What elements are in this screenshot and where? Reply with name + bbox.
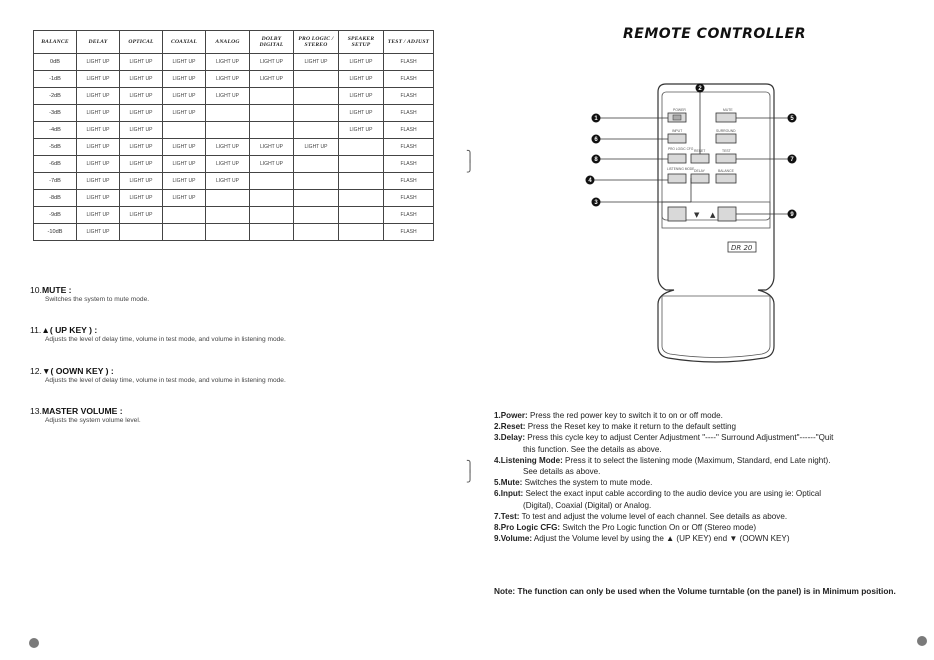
- function-text: Press this cycle key to adjust Center Adjustment "----" Surround Adjustment"------"Quit: [527, 433, 834, 443]
- table-cell: LIGHT UP: [77, 88, 120, 105]
- svg-text:3: 3: [594, 200, 598, 206]
- table-cell: FLASH: [384, 105, 434, 122]
- item-number: 12.: [30, 366, 42, 376]
- table-cell: LIGHT UP: [163, 139, 206, 156]
- table-row: [34, 54, 434, 71]
- table-cell: LIGHT UP: [339, 88, 384, 105]
- table-cell: LIGHT UP: [339, 122, 384, 139]
- table-row: [34, 224, 434, 241]
- table-cell: FLASH: [384, 224, 434, 241]
- table-header-cell: TEST / ADJUST: [384, 31, 434, 54]
- right-page-number: [917, 636, 927, 646]
- balance-button[interactable]: [716, 169, 736, 183]
- svg-text:4: 4: [588, 178, 592, 184]
- volume-note: Note: The function can only be used when the Volume turntable (on the panel) is in Minimum position.: [494, 586, 896, 596]
- table-cell: [339, 190, 384, 207]
- table-body: [34, 54, 434, 241]
- table-row: [34, 105, 434, 122]
- binding-mark: ⎫ ⎭: [466, 460, 475, 483]
- function-text: Switches the system to mute mode.: [524, 478, 653, 488]
- callout-1: [592, 114, 601, 123]
- table-cell: FLASH: [384, 207, 434, 224]
- table-cell: LIGHT UP: [163, 71, 206, 88]
- balance-level-cell: -2dB: [34, 88, 77, 105]
- function-label: 8.Pro Logic CFG:: [494, 523, 561, 533]
- callout-4: [586, 176, 595, 185]
- table-cell: [339, 207, 384, 224]
- balance-level-cell: -10dB: [34, 224, 77, 241]
- table-cell: [294, 156, 339, 173]
- table-header-cell: SPEAKER SETUP: [339, 31, 384, 54]
- svg-text:7: 7: [790, 157, 794, 163]
- table-cell: LIGHT UP: [206, 71, 250, 88]
- model-label: [728, 242, 756, 252]
- table-cell: LIGHT UP: [339, 54, 384, 71]
- function-text: Adjust the Volume level by using the ▲ (UP KEY) end ▼ (OOWN KEY): [533, 534, 790, 544]
- up-key-definition: [30, 325, 450, 343]
- svg-text:6: 6: [594, 137, 598, 143]
- table-row: [34, 190, 434, 207]
- table-cell: LIGHT UP: [250, 139, 294, 156]
- svg-text:POWER: POWER: [673, 108, 686, 112]
- function-label: 3.Delay:: [494, 433, 526, 443]
- table-cell: LIGHT UP: [120, 54, 163, 71]
- table-cell: [250, 122, 294, 139]
- table-cell: LIGHT UP: [120, 156, 163, 173]
- svg-text:2: 2: [698, 86, 702, 92]
- table-cell: [294, 190, 339, 207]
- table-cell: LIGHT UP: [77, 190, 120, 207]
- balance-level-cell: -8dB: [34, 190, 77, 207]
- item-description: Switches the system to mute mode.: [45, 296, 150, 303]
- table-cell: LIGHT UP: [163, 105, 206, 122]
- remote-body: [658, 84, 774, 362]
- mute-definition: [30, 285, 450, 303]
- table-cell: LIGHT UP: [120, 122, 163, 139]
- function-label: 6.Input:: [494, 489, 524, 499]
- table-cell: LIGHT UP: [120, 190, 163, 207]
- remote-function-list: [494, 410, 924, 544]
- table-cell: LIGHT UP: [120, 71, 163, 88]
- master-volume-definition: [30, 406, 450, 424]
- table-cell: LIGHT UP: [250, 54, 294, 71]
- callout-9: [788, 210, 797, 219]
- item-number: 10.: [30, 285, 42, 295]
- function-item: [494, 522, 924, 533]
- function-item: [494, 477, 924, 488]
- svg-text:5: 5: [790, 116, 794, 122]
- balance-level-cell: -5dB: [34, 139, 77, 156]
- table-cell: LIGHT UP: [120, 207, 163, 224]
- table-cell: [250, 190, 294, 207]
- table-cell: [250, 173, 294, 190]
- table-cell: FLASH: [384, 71, 434, 88]
- table-cell: [339, 139, 384, 156]
- table-cell: LIGHT UP: [77, 54, 120, 71]
- svg-text:9: 9: [790, 212, 794, 218]
- item-title: MASTER VOLUME :: [41, 406, 123, 416]
- table-cell: FLASH: [384, 156, 434, 173]
- table-header-cell: ANALOG: [206, 31, 250, 54]
- balance-level-cell: -4dB: [34, 122, 77, 139]
- table-cell: FLASH: [384, 88, 434, 105]
- table-cell: LIGHT UP: [206, 88, 250, 105]
- function-label: 9.Volume:: [494, 534, 533, 544]
- balance-level-cell: -7dB: [34, 173, 77, 190]
- table-cell: LIGHT UP: [339, 105, 384, 122]
- table-cell: [206, 190, 250, 207]
- balance-level-cell: -6dB: [34, 156, 77, 173]
- table-cell: [206, 224, 250, 241]
- table-row: [34, 88, 434, 105]
- svg-text:PRO LOGIC CFG: PRO LOGIC CFG: [668, 147, 694, 151]
- table-header-cell: PRO LOGIC / STEREO: [294, 31, 339, 54]
- table-cell: [339, 173, 384, 190]
- table-cell: [163, 122, 206, 139]
- table-cell: [250, 224, 294, 241]
- table-row: [34, 156, 434, 173]
- table-cell: [294, 122, 339, 139]
- table-cell: LIGHT UP: [77, 122, 120, 139]
- callout-3: [592, 198, 601, 207]
- callout-2: [696, 84, 705, 93]
- table-cell: LIGHT UP: [77, 173, 120, 190]
- table-cell: FLASH: [384, 54, 434, 71]
- item-number: 13.: [30, 406, 42, 416]
- table-cell: LIGHT UP: [339, 71, 384, 88]
- function-item: [494, 455, 924, 477]
- table-cell: LIGHT UP: [206, 139, 250, 156]
- svg-text:RESET: RESET: [694, 149, 706, 153]
- item-description: Adjusts the system volume level.: [45, 417, 141, 424]
- table-header-cell: COAXIAL: [163, 31, 206, 54]
- function-label: 5.Mute:: [494, 478, 523, 488]
- function-text: Press the red power key to switch it to on or off mode.: [530, 411, 723, 420]
- balance-table: [33, 30, 434, 241]
- down-key-definition: [30, 366, 450, 384]
- table-cell: LIGHT UP: [206, 54, 250, 71]
- table-cell: LIGHT UP: [294, 54, 339, 71]
- table-cell: LIGHT UP: [163, 173, 206, 190]
- table-cell: LIGHT UP: [120, 105, 163, 122]
- function-item: [494, 511, 924, 522]
- svg-text:▲: ▲: [710, 211, 716, 219]
- svg-text:8: 8: [594, 157, 598, 163]
- table-cell: [294, 88, 339, 105]
- table-cell: LIGHT UP: [77, 105, 120, 122]
- table-cell: [294, 224, 339, 241]
- table-cell: LIGHT UP: [250, 156, 294, 173]
- table-cell: LIGHT UP: [77, 71, 120, 88]
- table-cell: [163, 224, 206, 241]
- svg-text:LISTENING MODE: LISTENING MODE: [667, 167, 695, 171]
- table-cell: [294, 105, 339, 122]
- table-cell: [339, 224, 384, 241]
- function-text-continued: See details as above.: [523, 467, 601, 477]
- item-number: 11.: [30, 325, 42, 335]
- table-row: [34, 173, 434, 190]
- item-title: ▼( OOWN KEY ) :: [41, 366, 114, 376]
- table-row: [34, 139, 434, 156]
- svg-text:MUTE: MUTE: [723, 108, 733, 112]
- function-item: [494, 488, 924, 510]
- remote-controller-title: REMOTE CONTROLLER: [623, 26, 806, 42]
- table-cell: LIGHT UP: [163, 156, 206, 173]
- function-text: Switch the Pro Logic function On or Off (Stereo mode): [562, 523, 757, 533]
- function-item: [494, 533, 924, 544]
- table-cell: LIGHT UP: [163, 190, 206, 207]
- table-header-cell: BALANCE: [34, 31, 77, 54]
- item-title: ▲( UP KEY ) :: [41, 325, 98, 335]
- table-cell: [206, 105, 250, 122]
- table-header-cell: DOLBY DIGITAL: [250, 31, 294, 54]
- table-header-cell: OPTICAL: [120, 31, 163, 54]
- table-cell: LIGHT UP: [163, 88, 206, 105]
- svg-text:BALANCE: BALANCE: [718, 169, 734, 173]
- callout-7: [788, 155, 797, 164]
- table-cell: [250, 105, 294, 122]
- svg-text:SURROUND: SURROUND: [716, 129, 736, 133]
- function-text: Press it to select the listening mode (Maximum, Standard, end Late night).: [565, 455, 831, 465]
- table-cell: FLASH: [384, 190, 434, 207]
- table-cell: LIGHT UP: [294, 139, 339, 156]
- table-cell: LIGHT UP: [206, 156, 250, 173]
- function-label: 4.Listening Mode:: [494, 455, 563, 465]
- table-cell: LIGHT UP: [77, 207, 120, 224]
- svg-text:▼: ▼: [694, 211, 700, 219]
- table-header-cell: DELAY: [77, 31, 120, 54]
- table-cell: LIGHT UP: [120, 88, 163, 105]
- table-row: [34, 207, 434, 224]
- table-cell: LIGHT UP: [77, 224, 120, 241]
- function-text-continued: (Digital), Coaxial (Digital) or Analog.: [523, 500, 652, 510]
- table-cell: [206, 207, 250, 224]
- table-cell: [294, 173, 339, 190]
- table-cell: LIGHT UP: [77, 156, 120, 173]
- table-cell: LIGHT UP: [77, 139, 120, 156]
- svg-text:DELAY: DELAY: [694, 169, 705, 173]
- table-cell: [120, 224, 163, 241]
- table-cell: [250, 207, 294, 224]
- table-cell: FLASH: [384, 173, 434, 190]
- function-text: Press the Reset key to make it return to the default setting: [527, 422, 737, 432]
- binding-mark: ⎫ ⎭: [466, 150, 475, 173]
- surround-button[interactable]: [716, 129, 736, 143]
- table-cell: FLASH: [384, 122, 434, 139]
- left-page-number: [29, 638, 39, 648]
- table-cell: [294, 71, 339, 88]
- balance-level-cell: -1dB: [34, 71, 77, 88]
- item-description: Adjusts the level of delay time, volume in test mode, and volume in listening mode.: [45, 336, 286, 343]
- table-row: [34, 122, 434, 139]
- function-item: [494, 432, 924, 454]
- balance-level-cell: 0dB: [34, 54, 77, 71]
- function-text-continued: this function. See the details as above.: [523, 444, 662, 454]
- function-label: 1.Power:: [494, 411, 528, 420]
- svg-text:INPUT: INPUT: [672, 129, 683, 133]
- table-cell: LIGHT UP: [250, 71, 294, 88]
- svg-text:TEST: TEST: [722, 149, 731, 153]
- table-cell: [339, 156, 384, 173]
- function-item: [494, 410, 924, 421]
- callout-8: [592, 155, 601, 164]
- function-text: To test and adjust the volume level of each channel. See details as above.: [521, 511, 788, 521]
- table-cell: [250, 88, 294, 105]
- table-header-row: [34, 31, 434, 54]
- table-cell: LIGHT UP: [206, 173, 250, 190]
- svg-text:1: 1: [594, 116, 598, 122]
- remote-controller-diagram: [580, 50, 820, 370]
- svg-text:DR 20: DR 20: [731, 244, 753, 252]
- balance-level-cell: -3dB: [34, 105, 77, 122]
- item-description: Adjusts the level of delay time, volume in test mode, and volume in listening mode.: [45, 377, 286, 384]
- function-label: 2.Reset:: [494, 422, 526, 432]
- table-cell: [163, 207, 206, 224]
- table-cell: LIGHT UP: [120, 173, 163, 190]
- table-cell: [294, 207, 339, 224]
- table-row: [34, 71, 434, 88]
- item-title: MUTE :: [41, 285, 72, 295]
- table-cell: FLASH: [384, 139, 434, 156]
- function-text: Select the exact input cable according to the audio device you are using ie: Optical: [525, 489, 822, 499]
- callout-6: [592, 135, 601, 144]
- table-cell: LIGHT UP: [120, 139, 163, 156]
- function-item: [494, 421, 924, 432]
- function-label: 7.Test:: [494, 511, 520, 521]
- table-cell: [206, 122, 250, 139]
- table-cell: LIGHT UP: [163, 54, 206, 71]
- balance-level-cell: -9dB: [34, 207, 77, 224]
- callout-5: [788, 114, 797, 123]
